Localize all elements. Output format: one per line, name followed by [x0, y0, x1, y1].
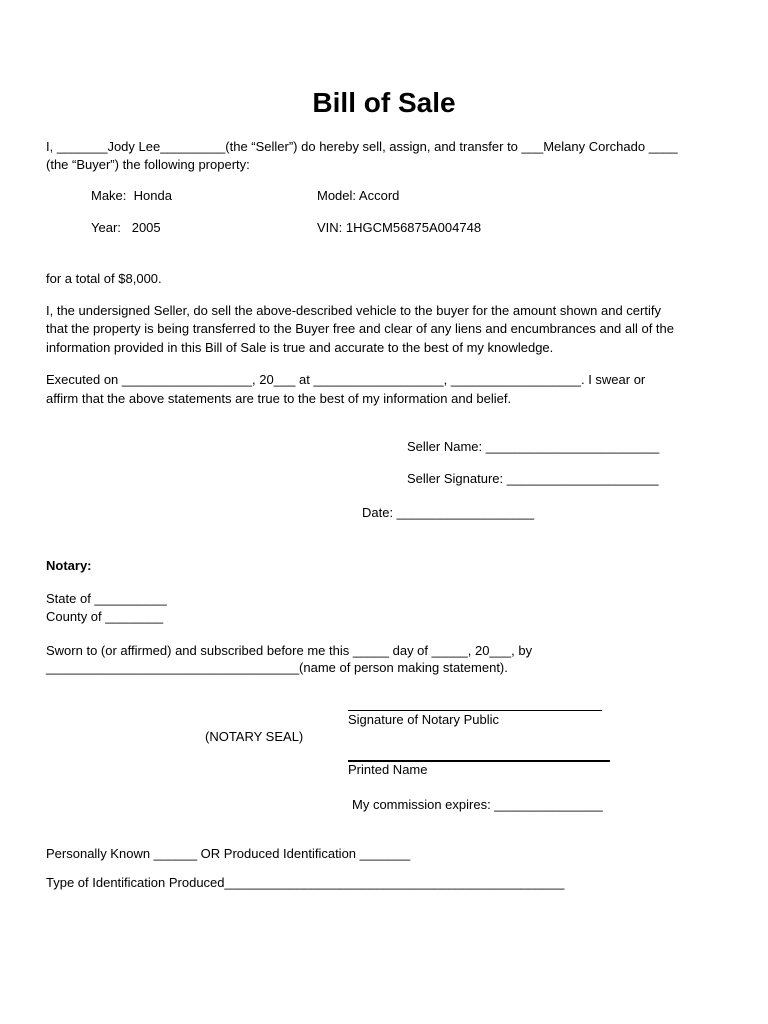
intro-line-2: (the “Buyer”) the following property:	[46, 157, 250, 172]
identification-type-line: Type of Identification Produced_______________________________________________	[46, 875, 565, 890]
executed-line-1: Executed on __________________, 20___ at __________________, __________________. I swear or	[46, 372, 646, 387]
executed-line-2: affirm that the above statements are true to the best of my information and belief.	[46, 391, 512, 406]
property-make: Make: Honda	[91, 188, 172, 203]
certify-line-1: I, the undersigned Seller, do sell the above-described vehicle to the buyer for the amount shown and certify	[46, 303, 661, 318]
seller-name-field: Seller Name: ________________________	[407, 439, 660, 454]
document-title: Bill of Sale	[312, 87, 456, 118]
total-amount: for a total of $8,000.	[46, 271, 162, 286]
commission-expires-field: My commission expires: _______________	[352, 797, 603, 812]
notary-signature-label: Signature of Notary Public	[348, 712, 500, 727]
sworn-line-1: Sworn to (or affirmed) and subscribed before me this _____ day of _____, 20___, by	[46, 643, 533, 658]
notary-state-field: State of __________	[46, 591, 167, 606]
seller-date-field: Date: ___________________	[362, 505, 535, 520]
property-year: Year: 2005	[91, 220, 161, 235]
printed-name-label: Printed Name	[348, 762, 428, 777]
certify-line-2: that the property is being transferred to the Buyer free and clear of any liens and encumbrances and all of the	[46, 321, 674, 336]
intro-line-1: I, _______Jody Lee_________(the “Seller”) do hereby sell, assign, and transfer to ___Melany Corchado ____	[46, 139, 678, 154]
notary-heading: Notary:	[46, 558, 92, 573]
seller-signature-field: Seller Signature: _____________________	[407, 471, 659, 486]
property-vin: VIN: 1HGCM56875A004748	[317, 220, 482, 235]
sworn-line-2: ___________________________________(name of person making statement).	[46, 660, 508, 675]
notary-seal-placeholder: (NOTARY SEAL)	[205, 729, 304, 744]
certify-line-3: information provided in this Bill of Sale is true and accurate to the best of my knowledge.	[46, 340, 554, 355]
notary-county-field: County of ________	[46, 609, 164, 624]
identification-known-line: Personally Known ______ OR Produced Identification _______	[46, 846, 411, 861]
property-model: Model: Accord	[317, 188, 400, 203]
